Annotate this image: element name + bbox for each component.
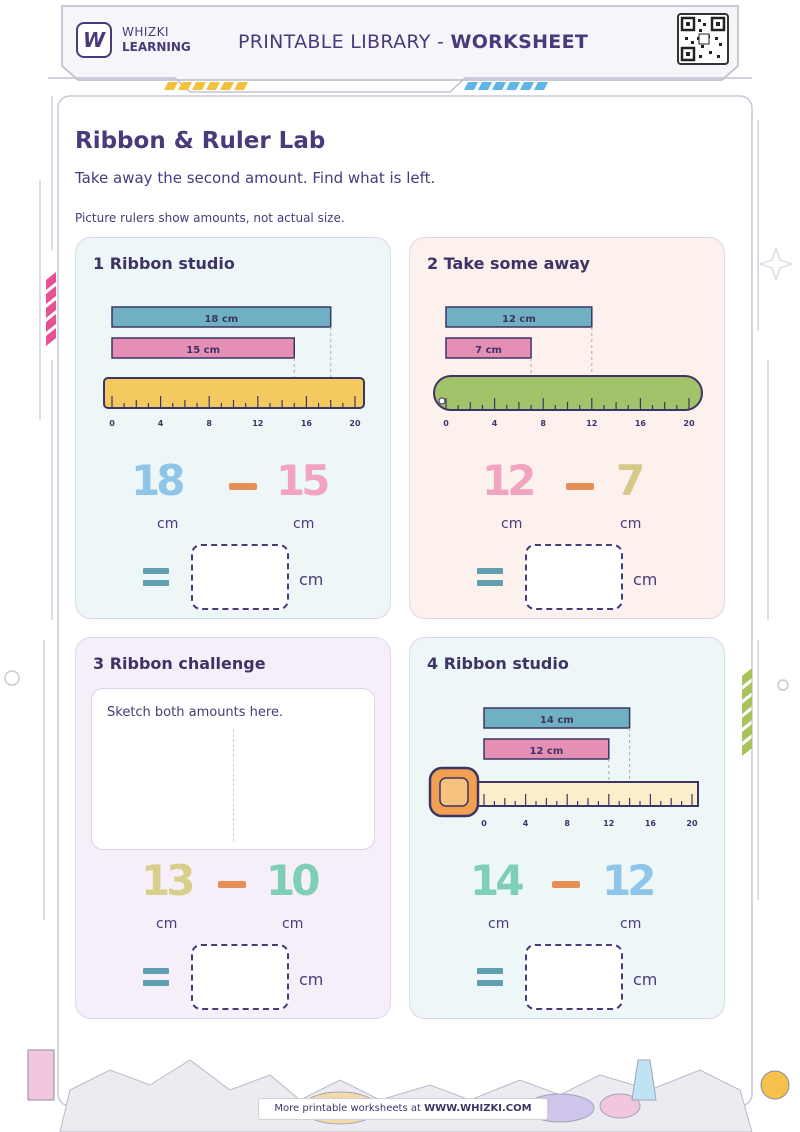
- ruler-tick-label: 12: [603, 819, 615, 828]
- footer-prefix: More printable worksheets at: [274, 1103, 425, 1114]
- brand-line-2: LEARNING: [122, 40, 191, 54]
- first-amount: 13: [141, 856, 192, 905]
- ribbon-2-label: 15 cm: [186, 345, 220, 356]
- ruler-tick-label: 0: [109, 419, 115, 428]
- ribbon-1: [446, 307, 592, 327]
- ruler-tick-label: 8: [540, 419, 546, 428]
- card-title: 3 Ribbon challenge: [93, 654, 266, 673]
- ribbon-2-label: 7 cm: [475, 345, 502, 356]
- ruler-tick-label: 12: [586, 419, 598, 428]
- ruler-tick-label: 20: [686, 819, 698, 828]
- answer-box[interactable]: [525, 944, 623, 1010]
- answer-unit: cm: [299, 970, 324, 989]
- ruler-tick-label: 12: [252, 419, 264, 428]
- footer-site: WWW.WHIZKI.COM: [424, 1103, 532, 1114]
- tape-case-inner: [440, 778, 468, 806]
- second-amount: 10: [266, 856, 317, 905]
- ribbon-ruler-figure: [76, 238, 392, 438]
- second-unit: cm: [282, 916, 304, 932]
- ruler-tick-label: 20: [683, 419, 695, 428]
- second-unit: cm: [620, 916, 642, 932]
- header-title-bold: WORKSHEET: [450, 31, 589, 53]
- ruler-tick-labels: [481, 819, 698, 828]
- ribbon-2: [112, 338, 294, 358]
- card-title: 2 Take some away: [427, 254, 590, 273]
- minus-sign: [552, 881, 580, 888]
- first-unit: cm: [156, 916, 178, 932]
- ruler-tick-label: 8: [564, 819, 570, 828]
- ruler-tick-label: 0: [481, 819, 487, 828]
- header-title: [238, 31, 588, 53]
- ribbon-1: [112, 307, 331, 327]
- minus-sign: [218, 881, 246, 888]
- brand-line-1: WHIZKI: [122, 25, 170, 39]
- first-unit: cm: [501, 516, 523, 532]
- minus-sign: [566, 483, 594, 490]
- ruler-tick-label: 0: [443, 419, 449, 428]
- qr-code-icon: [677, 13, 729, 65]
- ruler-tick-label: 4: [157, 419, 164, 428]
- second-amount: 15: [276, 456, 327, 505]
- first-amount: 12: [482, 456, 533, 505]
- ribbon-2: [484, 739, 609, 759]
- equals-sign: [143, 968, 169, 986]
- ruler-tick-label: 4: [522, 819, 529, 828]
- scale-note: Picture rulers show amounts, not actual size.: [75, 211, 345, 225]
- second-unit: cm: [293, 516, 315, 532]
- ribbon-1-label: 18 cm: [204, 314, 239, 325]
- second-unit: cm: [620, 516, 642, 532]
- ribbon-1-label: 14 cm: [539, 715, 574, 726]
- first-unit: cm: [157, 516, 179, 532]
- ruler-tick-label: 16: [300, 419, 312, 428]
- brand-logo: [76, 22, 112, 58]
- minus-sign: [229, 483, 257, 490]
- instruction: Take away the second amount. Find what is left.: [75, 169, 436, 187]
- footer-link[interactable]: [258, 1098, 548, 1120]
- answer-box[interactable]: [191, 544, 289, 610]
- first-unit: cm: [488, 916, 510, 932]
- problem-card-3: [75, 637, 391, 1019]
- ruler-tick-label: 16: [634, 419, 646, 428]
- ribbon-1: [484, 708, 630, 728]
- equals-sign: [477, 968, 503, 986]
- first-amount: 14: [470, 856, 521, 905]
- ruler-tick-label: 4: [491, 419, 498, 428]
- card-title: 1 Ribbon studio: [93, 254, 235, 273]
- answer-unit: cm: [299, 570, 324, 589]
- ribbon-1-label: 12 cm: [502, 314, 536, 325]
- answer-unit: cm: [633, 570, 658, 589]
- problem-card-4: [409, 637, 725, 1019]
- ruler-tick-label: 16: [644, 819, 656, 828]
- ribbon-ruler-figure: [410, 638, 726, 838]
- ribbon-2-label: 12 cm: [529, 746, 564, 757]
- ruler-hole: [439, 398, 445, 404]
- ribbon-ruler-figure: [410, 238, 726, 438]
- ruler-tick-label: 8: [206, 419, 212, 428]
- problem-card-2: [409, 237, 725, 619]
- sketch-label: Sketch both amounts here.: [107, 705, 284, 720]
- sketch-divider: [233, 729, 234, 841]
- ruler-tick-labels: [109, 419, 361, 428]
- second-amount: 7: [616, 456, 642, 505]
- first-amount: 18: [131, 456, 182, 505]
- header-title-prefix: PRINTABLE LIBRARY -: [238, 31, 451, 53]
- card-title: 4 Ribbon studio: [427, 654, 569, 673]
- equals-sign: [143, 568, 169, 586]
- answer-box[interactable]: [191, 944, 289, 1010]
- problem-card-1: [75, 237, 391, 619]
- sketch-area[interactable]: [91, 688, 375, 850]
- ruler-tick-labels: [443, 419, 695, 428]
- page-title: Ribbon & Ruler Lab: [75, 128, 326, 154]
- equals-sign: [477, 568, 503, 586]
- ruler-tick-label: 20: [349, 419, 361, 428]
- brand-name: [122, 25, 191, 55]
- header: [60, 0, 740, 78]
- logo-letter: W: [82, 28, 106, 52]
- ribbon-2: [446, 338, 531, 358]
- second-amount: 12: [602, 856, 653, 905]
- answer-unit: cm: [633, 970, 658, 989]
- answer-box[interactable]: [525, 544, 623, 610]
